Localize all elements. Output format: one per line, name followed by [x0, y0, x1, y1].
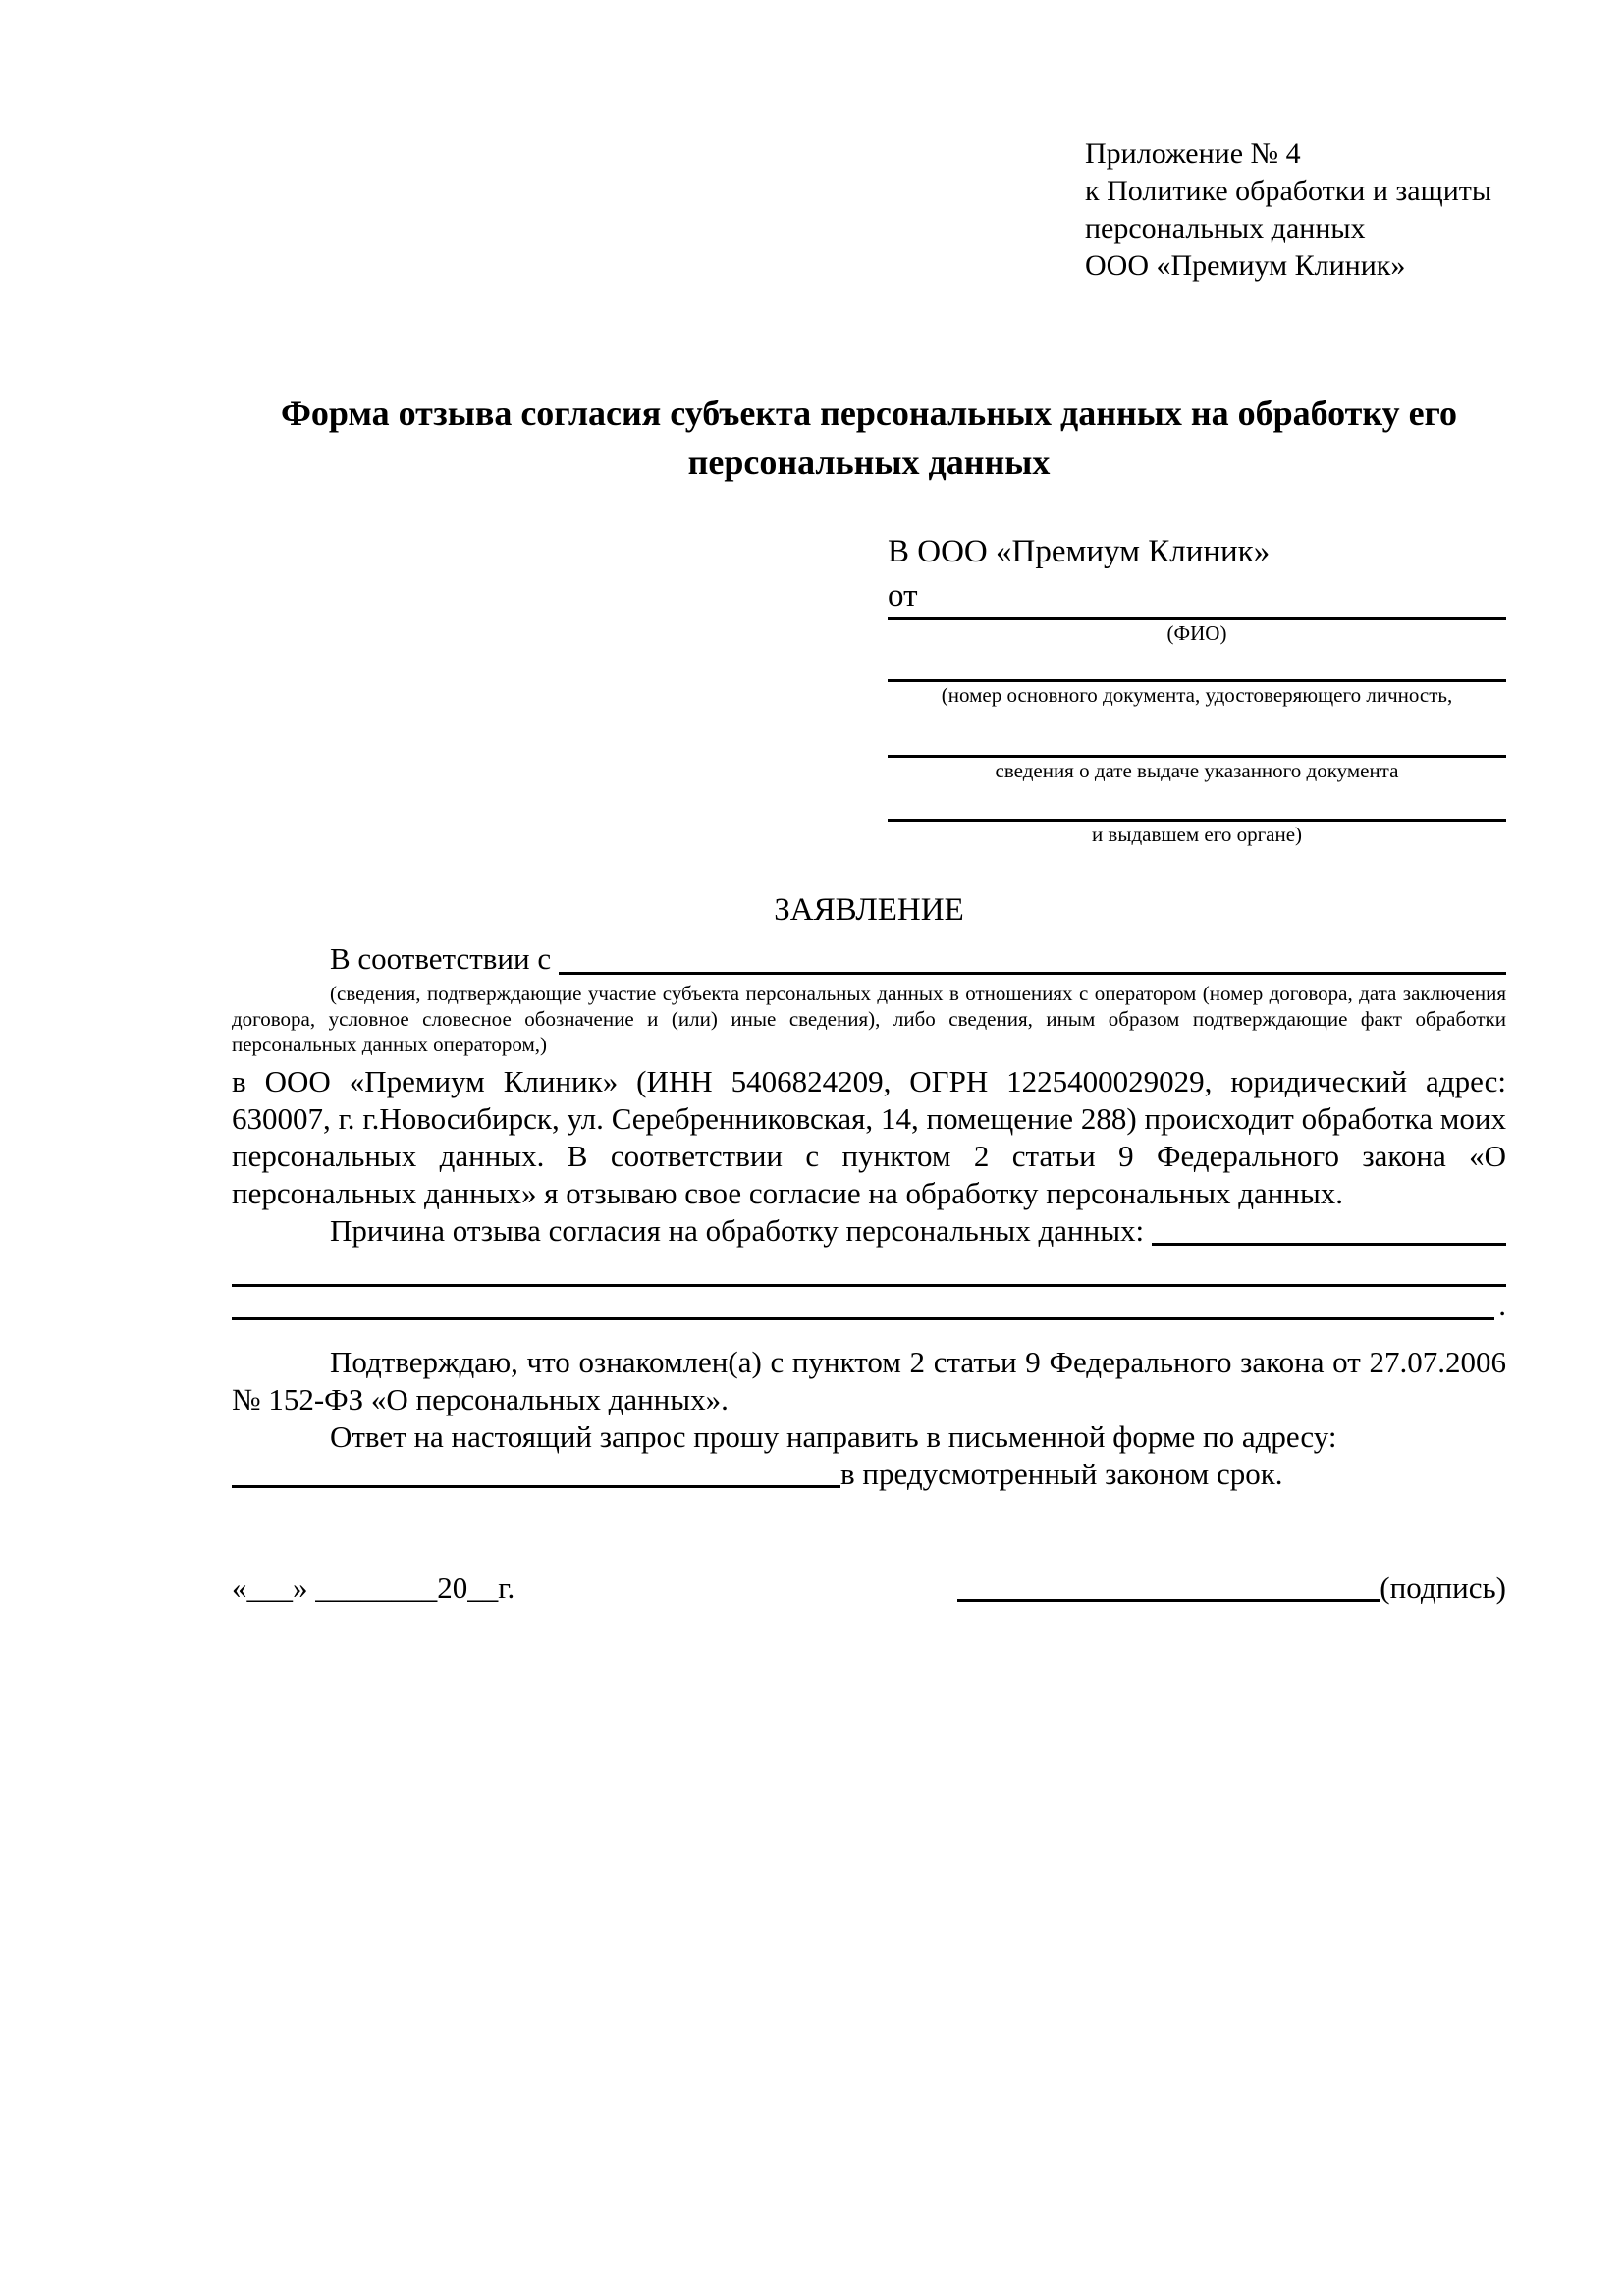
reason-blank-line-3-row	[232, 1287, 1506, 1324]
caption-fio: (ФИО)	[1166, 621, 1227, 645]
appendix-line: ООО «Премиум Клиник»	[1085, 249, 1406, 282]
caption-doc-date: сведения о дате выдаче указанного документа	[995, 759, 1399, 782]
caption-doc-number: (номер основного документа, удостоверяющего личность,	[941, 683, 1453, 707]
address-blank-line	[232, 1456, 840, 1488]
reason-period: .	[1498, 1288, 1506, 1322]
reason-label: Причина отзыва согласия на обработку персональных данных:	[330, 1213, 1145, 1248]
intro-line	[232, 937, 1506, 981]
response-suffix: в предусмотренный законом срок.	[840, 1457, 1283, 1491]
form-title: Форма отзыва согласия субъекта персональных данных на обработку его персональных данных	[280, 394, 1458, 482]
intro-blank-line	[559, 937, 1506, 975]
signature-group	[957, 1567, 1506, 1610]
response-paragraph: Ответ на настоящий запрос прошу направить в письменной форме по адресу:	[330, 1419, 1337, 1454]
signature-blank-line	[957, 1599, 1380, 1602]
intro-note: (сведения, подтверждающие участие субъекта персональных данных в отношениях с оператором (номер договора, дата заключения договора, условное словесное обозначение и (или) иные сведения), либо сведения, иным образом подтверждающие факт обработки персональных данных оператором,)	[232, 982, 1506, 1056]
appendix-line: персональных данных	[1085, 212, 1366, 244]
recipient-block	[888, 530, 1506, 847]
date-line: «___» ________20__г.	[232, 1571, 515, 1605]
body-paragraph: в ООО «Премиум Клиник» (ИНН 5406824209, ОГРН 1225400029029, юридический адрес: 630007, г. г.Новосибирск, ул. Серебренниковская, 14, помещение 288) происходит обработка моих персональных данных. В соответствии с пунктом 2 статьи 9 Федерального закона «О персональных данных» я отзываю свое согласие на обработку персональных данных.	[232, 1064, 1506, 1210]
appendix-line: Приложение № 4	[1085, 137, 1301, 170]
reason-blank-line	[1152, 1212, 1506, 1246]
statement-heading: ЗАЯВЛЕНИЕ	[774, 892, 964, 928]
confirm-paragraph: Подтверждаю, что ознакомлен(а) с пунктом 2 статьи 9 Федерального закона от 27.07.2006 № 152-ФЗ «О персональных данных».	[232, 1345, 1506, 1416]
intro-prefix: В соответствии с	[330, 941, 552, 976]
appendix-header	[1085, 135, 1506, 285]
reason-line	[232, 1212, 1506, 1250]
recipient-from-label: от	[888, 578, 918, 614]
response-address-row	[232, 1456, 1506, 1493]
recipient-to: В ООО «Премиум Клиник»	[888, 534, 1271, 569]
reason-blank-line-3	[232, 1287, 1494, 1320]
caption-doc-issuer: и выдавшем его органе)	[1091, 823, 1303, 846]
signature-caption: (подпись)	[1380, 1571, 1506, 1605]
reason-blank-line-2	[232, 1250, 1506, 1287]
appendix-line: к Политике обработки и защиты	[1085, 175, 1492, 207]
footer-row	[232, 1567, 1506, 1610]
